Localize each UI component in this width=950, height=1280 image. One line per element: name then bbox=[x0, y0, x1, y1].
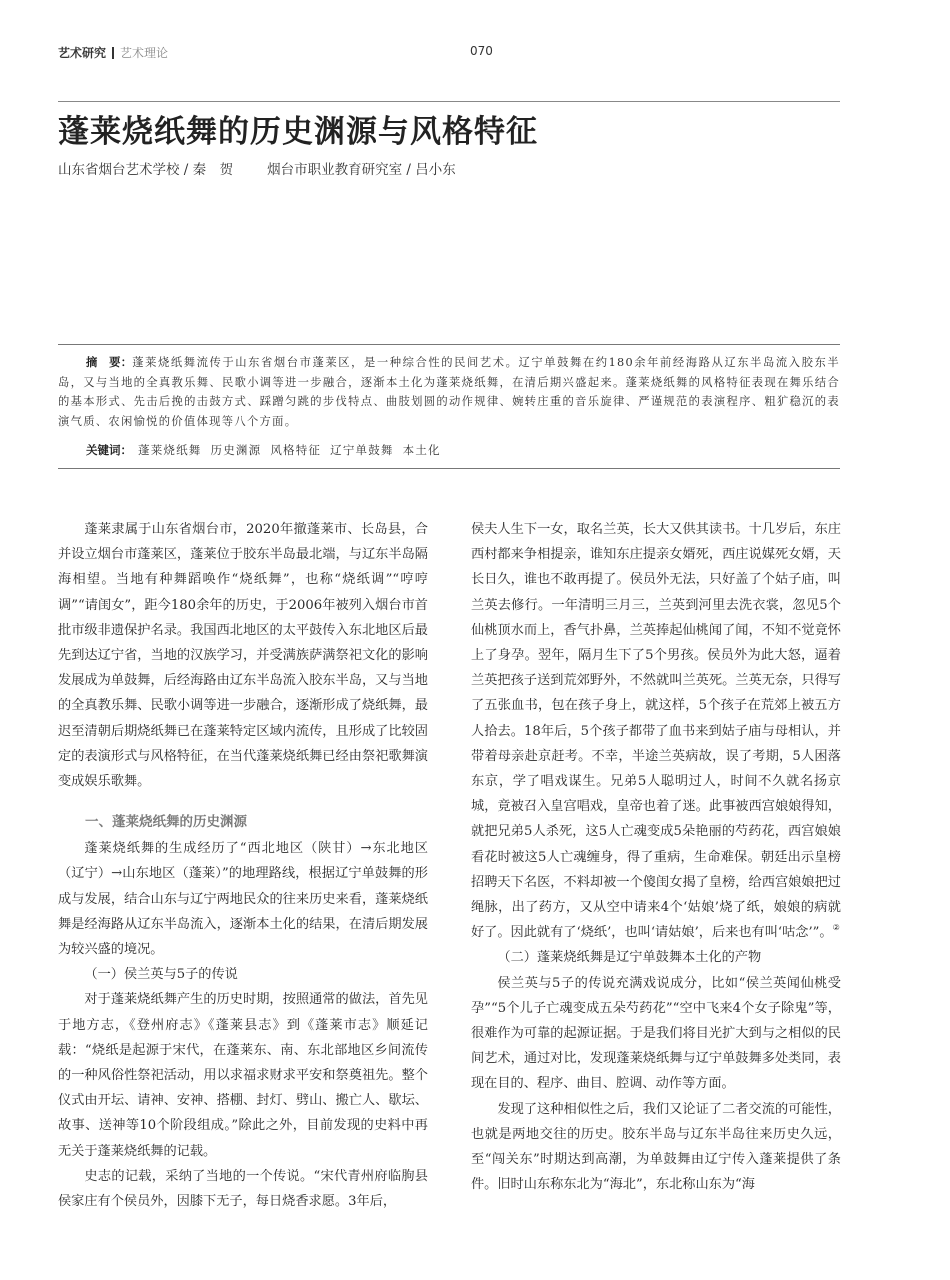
paragraph: 蓬莱隶属于山东省烟台市，2020年撤蓬莱市、长岛县，合并设立烟台市蓬莱区，蓬莱位于胶东半岛最北端，与辽东半岛隔海相望。当地有种舞蹈唤作“烧纸舞”，也称“烧纸调”“哼哼调”“请闺女”，距今180余年的历史，于2006年被列入烟台市首批市级非遗保护名录。我国西北地区的太平鼓传入东北地区后最先到达辽宁省，当地的汉族学习，并受满族萨满祭祀文化的影响发展成为单鼓舞，后经海路由辽东半岛流入胶东半岛，又与当地的全真教乐舞、民歌小调等进一步融合，逐渐形成了烧纸舞，最迟至清朝后期烧纸舞已在蓬莱特定区域内流传，且形成了比较固定的表演形式与风格特征，在当代蓬莱烧纸舞已经由祭祀歌舞演变成娱乐歌舞。 bbox=[58, 522, 428, 790]
subsection-heading: （一）侯兰英与5子的传说 bbox=[84, 967, 238, 983]
subsection-heading: （二）蓬莱烧纸舞是辽宁单鼓舞本土化的产物 bbox=[497, 950, 762, 966]
running-header bbox=[58, 44, 168, 61]
journal-subsection: 艺术理论 bbox=[120, 46, 169, 60]
article-title: 蓬莱烧纸舞的历史渊源与风格特征 bbox=[58, 114, 538, 150]
title-rule bbox=[58, 101, 840, 102]
header-divider bbox=[112, 47, 114, 59]
author-1: 山东省烟台艺术学校 / 秦 贺 bbox=[58, 162, 234, 178]
section-heading: 一、蓬莱烧纸舞的历史渊源 bbox=[85, 814, 247, 831]
journal-section: 艺术研究 bbox=[58, 46, 107, 60]
body-column-left bbox=[58, 517, 428, 1214]
keyword: 辽宁单鼓舞 bbox=[330, 443, 394, 457]
paragraph: 对于蓬莱烧纸舞产生的历史时期，按照通常的做法，首先见于地方志，《登州府志》《蓬莱县志》到《蓬莱市志》顺延记载：“烧纸是起源于宋代，在蓬莱东、南、东北部地区乡间流传的一种风俗性祭祀活动，用以求福求财求平安和祭奠祖先。整个仪式由开坛、请神、安神、搭棚、封灯、劈山、搬亡人、歇坛、故事、送神等10个阶段组成。”除此之外，目前发现的史料中再无关于蓬莱烧纸舞的记载。 bbox=[58, 992, 428, 1159]
abstract bbox=[58, 353, 840, 431]
keywords bbox=[86, 442, 450, 458]
footnote-marker: ② bbox=[832, 923, 840, 933]
keyword: 蓬莱烧纸舞 bbox=[138, 443, 202, 457]
keyword: 历史渊源 bbox=[210, 443, 262, 457]
keywords-label: 关键词： bbox=[86, 443, 132, 457]
paragraph: 史志的记载，采纳了当地的一个传说。“宋代青州府临朐县侯家庄有个侯员外，因膝下无子，每日烧香求愿。3年后， bbox=[58, 1168, 428, 1210]
paragraph: 蓬莱烧纸舞的生成经历了“西北地区（陕甘）→东北地区（辽宁）→山东地区（蓬莱）”的地理路线，根据辽宁单鼓舞的形成与发展，结合山东与辽宁两地民众的往来历史来看，蓬莱烧纸舞是经海路从辽东半岛流入，逐渐本土化的结果，在清后期发展为较兴盛的境况。 bbox=[58, 841, 428, 958]
abstract-text: 蓬莱烧纸舞流传于山东省烟台市蓬莱区，是一种综合性的民间艺术。辽宁单鼓舞在约180余年前经海路从辽东半岛流入胶东半岛，又与当地的全真教乐舞、民歌小调等进一步融合，逐渐本土化为蓬莱烧纸舞，在清后期兴盛起来。蓬莱烧纸舞的风格特征表现在舞乐结合的基本形式、先击后挽的击鼓方式、踩蹭匀跳的步伐特点、曲肢划圆的动作规律、婉转庄重的音乐旋律、严谨规范的表演程序、粗犷稳沉的表演气质、农闲愉悦的价值体现等八个方面。 bbox=[58, 356, 840, 428]
paragraph: 侯兰英与5子的传说充满戏说成分，比如“侯兰英闻仙桃受孕”“5个儿子亡魂变成五朵芍药花”“空中飞来4个女子除鬼”等，很难作为可靠的起源证据。于是我们将目光扩大到与之相似的民间艺术，通过对比，发现蓬莱烧纸舞与辽宁单鼓舞多处类同，表现在目的、程序、曲目、腔调、动作等方面。 bbox=[471, 975, 841, 1092]
paragraph-text: 侯夫人生下一女，取名兰英，长大又供其读书。十几岁后，东庄西村都来争相提亲，谁知东庄提亲女婿死，西庄说媒死女婿，天长日久，谁也不敢再提了。侯员外无法，只好盖了个姑子庙，叫兰英去修行。一年清明三月三，兰英到河里去洗衣裳，忽见5个仙桃顶水而上，香气扑鼻，兰英捧起仙桃闻了闻，不知不觉竟怀上了身孕。翌年，隔月生下了5个男孩。侯员外为此大怒，逼着兰英把孩子送到荒郊野外，不然就叫兰英死。兰英无奈，只得写了五张血书，包在孩子身上，就这样，5个孩子在荒郊上被五方人拾去。18年后，5个孩子都带了血书来到姑子庙与母相认，并带着母亲赴京赶考。不幸，半途兰英病故，误了考期，5人困落东京，学了唱戏谋生。兄弟5人聪明过人，时间不久就名扬京城，竟被召入皇宫唱戏，皇帝也着了迷。此事被西宫娘娘得知，就把兄弟5人杀死，这5人亡魂变成5朵艳丽的芍药花，西宫娘娘看花时被这5人亡魂缠身，得了重病，生命难保。朝廷出示皇榜招聘天下名医，不料却被一个傻闺女揭了皇榜，给西宫娘娘把过绳脉，出了药方，又从空中请来4个‘姑娘’烧了纸，娘娘的病就好了。因此就有了‘烧纸’，也叫‘请姑娘’，后来也有叫‘咕念’”。 bbox=[471, 522, 841, 941]
keyword: 风格特征 bbox=[270, 443, 322, 457]
paragraph bbox=[471, 517, 841, 945]
abstract-box bbox=[58, 344, 840, 469]
author-2: 烟台市职业教育研究室 / 吕小东 bbox=[267, 162, 456, 178]
page-number: 070 bbox=[470, 44, 493, 58]
keyword: 本土化 bbox=[402, 443, 441, 457]
abstract-label: 摘 要： bbox=[86, 355, 133, 369]
author-line bbox=[58, 158, 456, 178]
paragraph: 发现了这种相似性之后，我们又论证了二者交流的可能性，也就是两地交往的历史。胶东半岛与辽东半岛往来历史久远，至“闯关东”时期达到高潮，为单鼓舞由辽宁传入蓬莱提供了条件。旧时山东称东北为“海北”，东北称山东为“海 bbox=[471, 1101, 841, 1193]
body-column-right bbox=[471, 517, 841, 1197]
